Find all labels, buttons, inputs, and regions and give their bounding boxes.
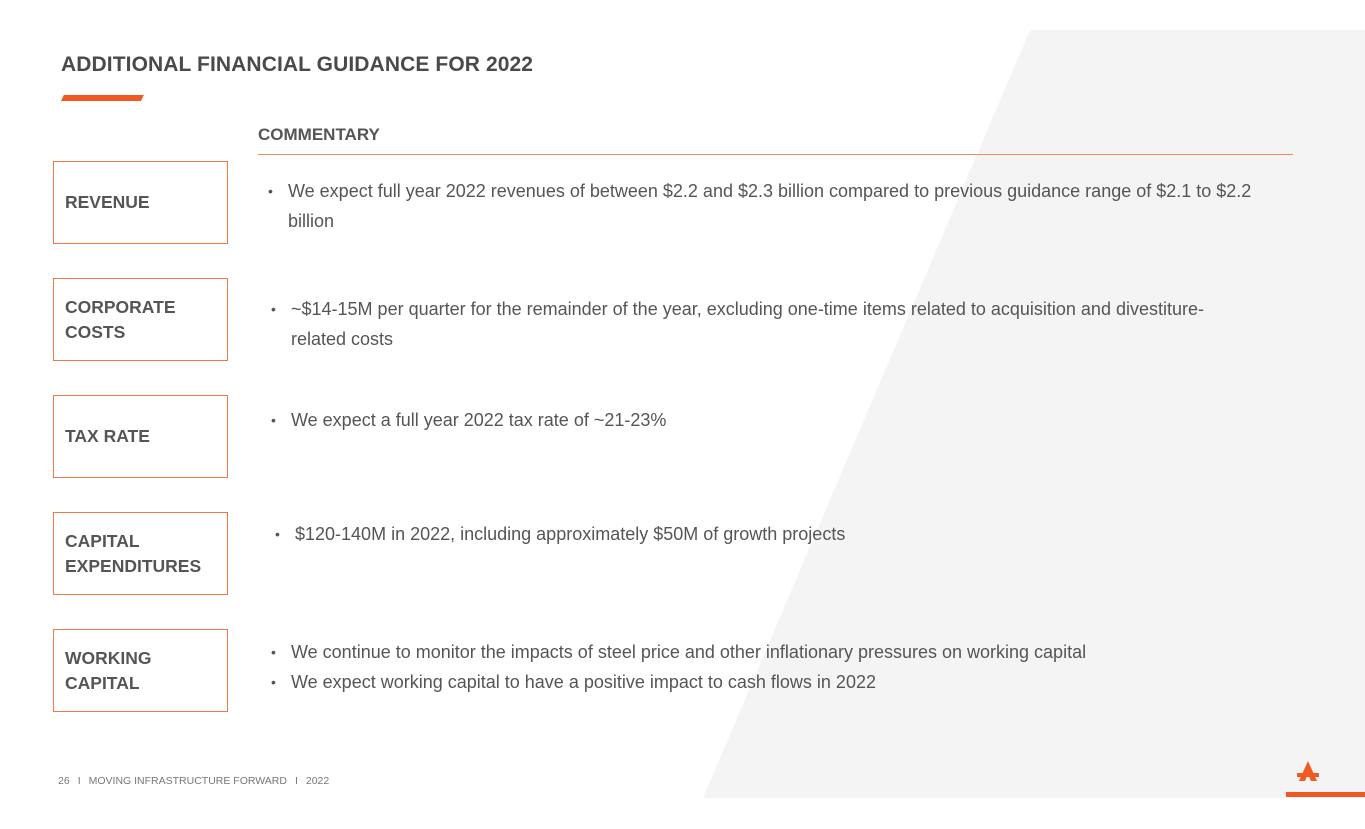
footer <box>58 775 329 787</box>
commentary-corporate-costs <box>271 294 1231 354</box>
footer-tagline: MOVING INFRASTRUCTURE FORWARD <box>88 775 287 787</box>
footer-separator: I <box>294 775 298 787</box>
bullet-item: • We expect working capital to have a positive impact to cash flows in 2022 <box>271 667 1271 697</box>
label-box-capital-expenditures <box>53 512 228 595</box>
commentary-divider <box>258 154 1293 155</box>
footer-separator: I <box>77 775 81 787</box>
page-number: 26 <box>58 775 70 787</box>
bullet-item: • We expect full year 2022 revenues of between $2.2 and $2.3 billion compared to previous guidance range of $2.1 to $2.2 billion <box>268 176 1298 236</box>
commentary-working-capital <box>271 637 1271 697</box>
bullet-item: • We expect a full year 2022 tax rate of ~21-23% <box>271 405 1231 435</box>
bullet-item: • We continue to monitor the impacts of steel price and other inflationary pressures on working capital <box>271 637 1271 667</box>
label-box-tax-rate <box>53 395 228 478</box>
label-box-corporate-costs <box>53 278 228 361</box>
commentary-header: COMMENTARY <box>258 125 380 144</box>
label-corporate-costs: CORPORATE COSTS <box>65 296 176 342</box>
label-capital-expenditures: CAPITAL EXPENDITURES <box>65 530 202 576</box>
label-revenue: REVENUE <box>65 192 150 212</box>
arcosa-logo-icon <box>1284 756 1365 800</box>
commentary-capital-expenditures <box>275 519 1235 549</box>
label-working-capital: WORKING CAPITAL <box>65 647 152 693</box>
commentary-revenue <box>268 176 1298 236</box>
bullet-item: • $120-140M in 2022, including approximately $50M of growth projects <box>275 519 1235 549</box>
footer-year: 2022 <box>305 775 330 787</box>
slide-title: ADDITIONAL FINANCIAL GUIDANCE FOR 2022 <box>61 53 534 76</box>
title-accent-bar <box>61 95 144 101</box>
label-box-working-capital <box>53 629 228 712</box>
commentary-tax-rate <box>271 405 1231 435</box>
bullet-item: • ~$14-15M per quarter for the remainder of the year, excluding one-time items related to acquisition and divestiture-related costs <box>271 294 1231 354</box>
label-box-revenue <box>53 161 228 244</box>
label-tax-rate: TAX RATE <box>65 426 150 446</box>
